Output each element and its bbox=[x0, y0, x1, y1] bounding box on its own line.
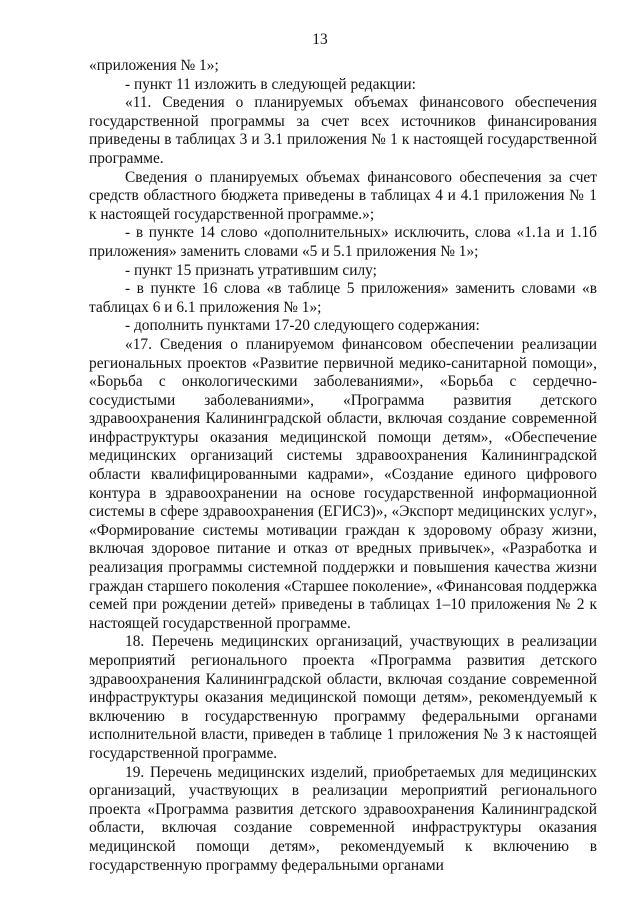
paragraph-item-11-text: «11. Сведения о планируемых объемах финансового обеспечения государственной программы за счет всех источников финансирования приведены в таблицах 3 и 3.1 приложения № 1 к настоящей государственной программе. bbox=[89, 94, 597, 167]
document-body bbox=[89, 57, 597, 875]
paragraph-item-17: «17. Сведения о планируемом финансовом обеспечении реализации региональных проектов «Развитие первичной медико-санитарной помощи», «Борьба с онкологическими заболеваниями», «Борьба с сердечно-сосудистыми заболеваниями», «Программа развития детского здравоохранения Калининградской области, включая создание современной инфраструктуры оказания медицинской помощи детям», «Обеспечение медицинских организаций системы здравоохранения Калининградской области квалифицированными кадрами», «Создание единого цифрового контура в здравоохранении на основе государственной информационной системы в сфере здравоохранения (ЕГИСЗ)», «Экспорт медицинских услуг», «Формирование системы мотивации граждан к здоровому образу жизни, включая здоровое питание и отказ от вредных привычек», «Разработка и реализация программы системной поддержки и повышения качества жизни граждан старшего поколения «Старшее поколение», «Финансовая поддержка семей при рождении детей» приведены в таблицах 1–10 приложения № 2 к настоящей государственной программе. bbox=[89, 335, 597, 632]
paragraph-item-19: 19. Перечень медицинских изделий, приобретаемых для медицинских организаций, участвующих в реализации мероприятий регионального проекта «Программа развития детского здравоохранения Калининградской области, включая создание современной инфраструктуры оказания медицинской помощи детям», рекомендуемый к включению в государственную программу федеральными органами bbox=[89, 763, 597, 874]
paragraph-item-16: - в пункте 16 слова «в таблице 5 приложения» заменить словами «в таблицах 6 и 6.1 приложения № 1»; bbox=[89, 280, 597, 316]
paragraph-item-14: - в пункте 14 слово «дополнительных» исключить, слова «1.1а и 1.1б приложения» заменить словами «5 и 5.1 приложения № 1»; bbox=[89, 224, 597, 260]
paragraph-item-15: - пункт 15 признать утратившим силу; bbox=[125, 261, 377, 279]
paragraph-continuation: «приложения № 1»; bbox=[89, 57, 219, 74]
paragraph-regional-budget: Сведения о планируемых объемах финансового обеспечения за счет средств областного бюджета приведены в таблицах 4 и 4.1 приложения № 1 к настоящей государственной программе.»; bbox=[89, 168, 597, 223]
paragraph-add-items: - дополнить пунктами 17-20 следующего содержания: bbox=[125, 317, 480, 335]
paragraph-item-18: 18. Перечень медицинских организаций, участвующих в реализации мероприятий регионального проекта «Программа развития детского здравоохранения Калининградской области, включая создание современной инфраструктуры оказания медицинской помощи детям», рекомендуемый к включению в государственную программу федеральными органами исполнительной власти, приведен в таблице 1 приложения № 3 к настоящей государственной программе. bbox=[89, 633, 597, 762]
paragraph-item-11-intro: - пункт 11 изложить в следующей редакции: bbox=[125, 75, 416, 93]
page-number: 13 bbox=[312, 31, 328, 48]
